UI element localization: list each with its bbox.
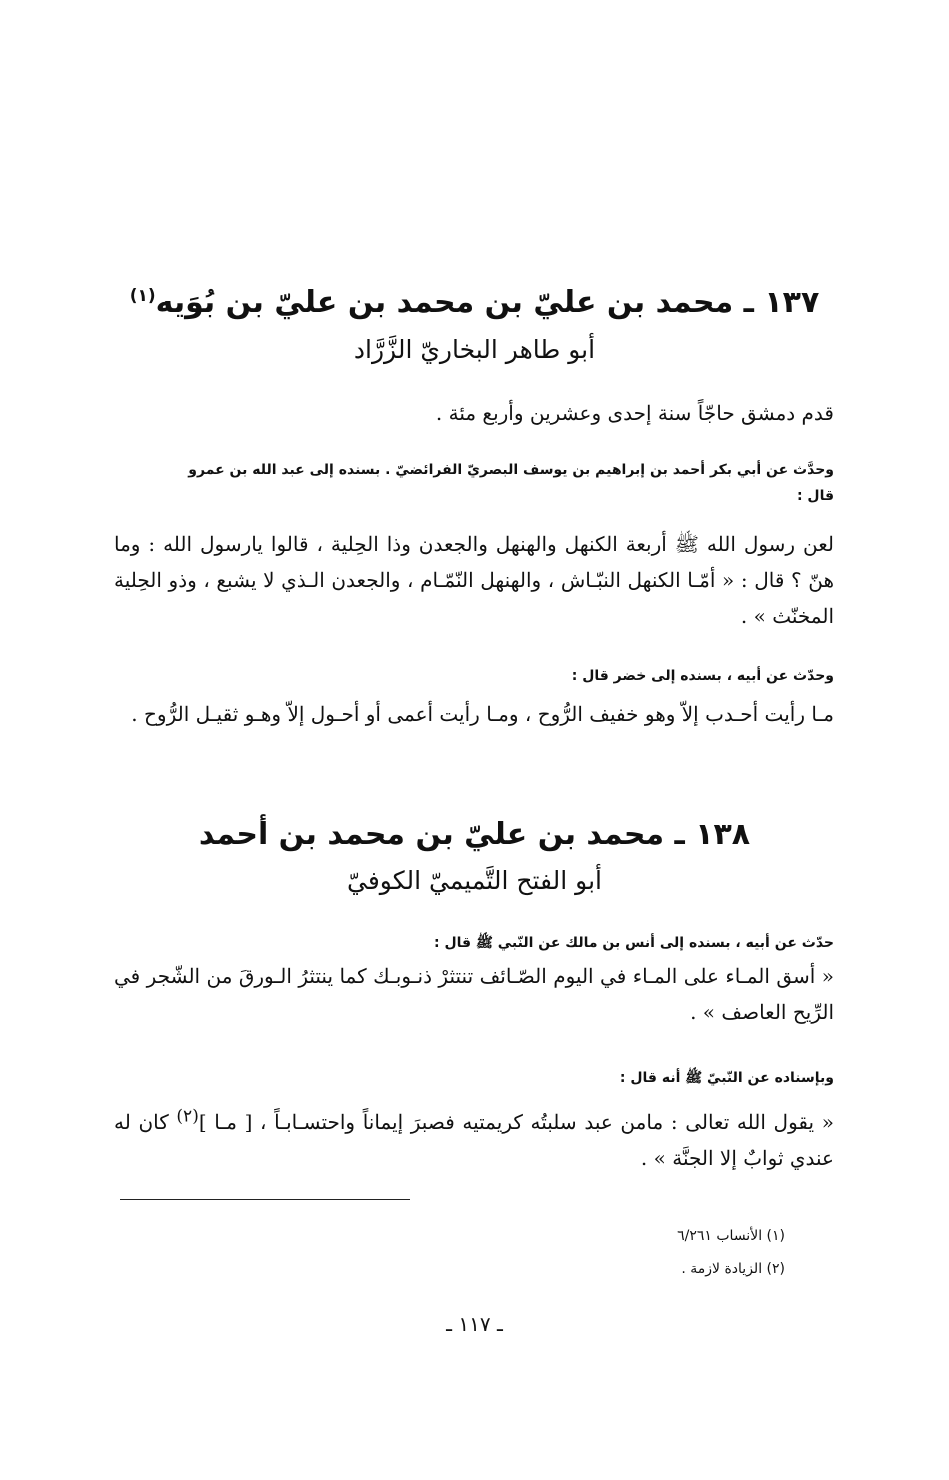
isnad-line-tail: قال : [796,488,834,504]
paragraph-text-part-2: كان له عندي ثوابٌ إلا الجنَّة » . [114,1110,834,1170]
entry-137-title: ١٣٧ ـ محمد بن عليّ بن محمد بن عليّ بن بُوَيه [155,285,820,320]
entry-138-paragraph-2 [114,1104,834,1176]
entry-137-paragraph-2: لعن رسول الله ﷺ أربعة الكنهل والهنهل والجعدن وذا الحِلية ، قالوا يارسول الله : وما هنّ ؟ قال : « أمّـا الكنهل النبّـاش ، والهنهل النّمّـام ، والجعدن الـذي لا يشبع ، وذو الحِلية المخنّث » . [114,532,834,628]
entry-137-paragraph-1: قدم دمشق حاجّاً سنة إحدى وعشرين وأربع مئة . [435,401,834,425]
footnote-ref-2: (٢) [176,1106,199,1127]
footnote-ref-1: (١) [129,286,156,306]
entry-138-title: ١٣٨ ـ محمد بن عليّ بن محمد بن أحمد [198,817,751,852]
entry-138-isnad-2: وبإسناده عن النّبيّ ﷺ أنه قال : [619,1070,834,1086]
paragraph-text-part-1: « يقول الله تعالى : مامن عبد سلبتُه كريمتيه فصبرَ إيماناً واحتسـابـاً ، [ مـا ] [198,1110,834,1134]
entry-137-paragraph-3: مـا رأيت أحـدب إلاّ وهو خفيف الرُّوح ، ومـا رأيت أعمى أو أحـول إلاّ وهـو ثقيـل الرُّوح . [131,702,834,726]
entry-137-heading [0,283,949,323]
page-number: ـ ١١٧ ـ [446,1312,503,1336]
entry-137-isnad-1 [114,457,834,509]
entry-138-paragraph-1: « أسق المـاء على المـاء في اليوم الصّـائف تنتثرْ ذنـوبـك كما ينتثرُ الـورقَ من الشّجر في الرِّيح العاصف » . [114,964,834,1024]
entry-137-isnad-2: وحدّث عن أبيه ، بسنده إلى خضر قال : [571,668,834,684]
footnote-separator [120,1199,410,1200]
footnote-1: (١) الأنساب ٦/٢٦١ [677,1228,785,1244]
isnad-line: وحدَّث عن أبي بكر أحمد بن إبراهيم بن يوسف البصريّ الفرائضيّ . بسنده إلى عبد الله بن عمرو [188,462,834,478]
footnote-2: (٢) الزيادة لازمة . [681,1261,785,1277]
entry-138-subtitle: أبو الفتح التَّميميّ الكوفيّ [346,866,603,895]
entry-137-subtitle: أبو طاهر البخاريّ الزَّرَّاد [353,335,596,364]
entry-138-isnad-1: حدّث عن أبيه ، بسنده إلى أنس بن مالك عن النّبي ﷺ قال : [434,935,834,951]
